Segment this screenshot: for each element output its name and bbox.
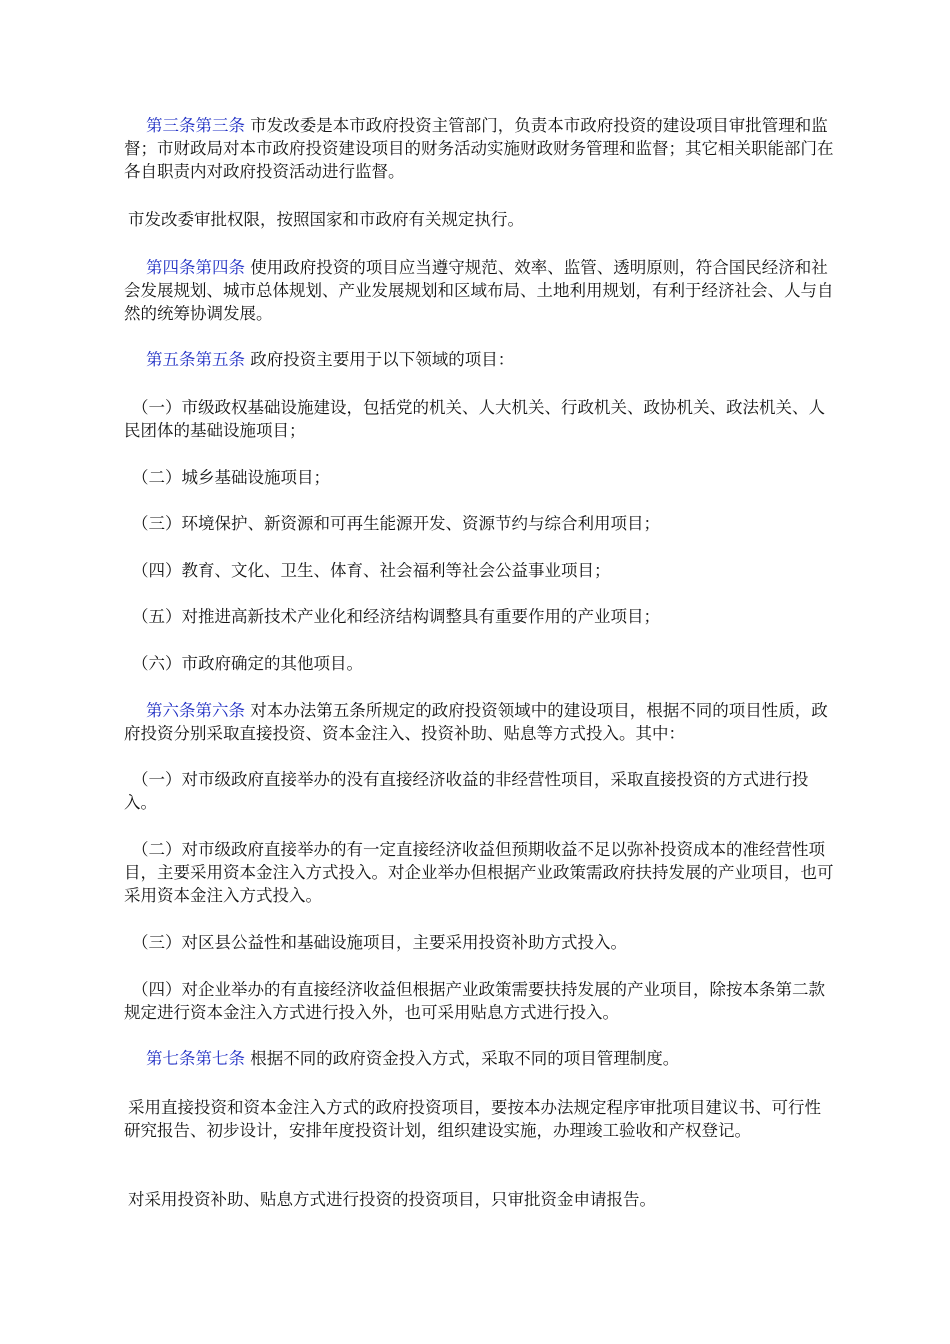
paragraph-text: （二）城乡基础设施项目；	[132, 468, 330, 487]
paragraph-text: （四）对企业举办的有直接经济收益但根据产业政策需要扶持发展的产业项目，除按本条第二款规定进行资本金注入方式进行投入外，也可采用贴息方式进行投入。	[124, 980, 825, 1022]
article-4-paragraph	[124, 256, 836, 325]
paragraph-text: 对本办法第五条所规定的政府投资领域中的建设项目，根据不同的项目性质，政府投资分别采取直接投资、资本金注入、投资补助、贴息等方式投入。其中：	[124, 701, 828, 743]
list-item	[124, 559, 836, 582]
paragraph-text: 使用政府投资的项目应当遵守规范、效率、监管、透明原则，符合国民经济和社会发展规划、城市总体规划、产业发展规划和区域布局、土地利用规划，有利于经济社会、人与自然的统筹协调发展。	[124, 258, 834, 323]
list-item	[124, 978, 836, 1024]
list-item	[124, 396, 836, 442]
list-item	[124, 512, 836, 535]
article-heading: 第四条第四条	[146, 258, 245, 277]
article-heading: 第七条第七条	[146, 1049, 245, 1068]
paragraph-text: （一）对市级政府直接举办的没有直接经济收益的非经营性项目，采取直接投资的方式进行投入。	[124, 770, 809, 812]
paragraph-text: 市发改委是本市政府投资主管部门，负责本市政府投资的建设项目审批管理和监督；市财政局对本市政府投资建设项目的财务活动实施财政财务管理和监督；其它相关职能部门在各自职责内对政府投资活动进行监督。	[124, 116, 834, 181]
paragraph-text: 采用直接投资和资本金注入方式的政府投资项目，要按本办法规定程序审批项目建议书、可行性研究报告、初步设计，安排年度投资计划，组织建设实施，办理竣工验收和产权登记。	[124, 1098, 821, 1140]
article-5-paragraph	[124, 348, 836, 371]
paragraph-text: （三）对区县公益性和基础设施项目，主要采用投资补助方式投入。	[132, 933, 627, 952]
paragraph-text: 对采用投资补助、贴息方式进行投资的投资项目，只审批资金申请报告。	[128, 1190, 656, 1209]
approval-authority-paragraph	[124, 208, 836, 231]
subsidy-paragraph	[124, 1188, 836, 1211]
list-item	[124, 768, 836, 814]
paragraph-text: （三）环境保护、新资源和可再生能源开发、资源节约与综合利用项目；	[132, 514, 660, 533]
paragraph-text: 市发改委审批权限，按照国家和市政府有关规定执行。	[128, 210, 524, 229]
paragraph-text: （六）市政府确定的其他项目。	[132, 654, 363, 673]
paragraph-text: （四）教育、文化、卫生、体育、社会福利等社会公益事业项目；	[132, 561, 611, 580]
paragraph-text: 根据不同的政府资金投入方式，采取不同的项目管理制度。	[245, 1049, 680, 1068]
direct-investment-paragraph	[124, 1096, 836, 1142]
article-6-paragraph	[124, 699, 836, 745]
list-item	[124, 931, 836, 954]
list-item	[124, 466, 836, 489]
article-heading: 第五条第五条	[146, 350, 245, 369]
list-item	[124, 605, 836, 628]
article-3-paragraph	[124, 114, 836, 183]
list-item	[124, 838, 836, 907]
paragraph-text: （一）市级政权基础设施建设，包括党的机关、人大机关、行政机关、政协机关、政法机关、人民团体的基础设施项目；	[124, 398, 825, 440]
article-7-paragraph	[124, 1047, 836, 1070]
article-heading: 第六条第六条	[146, 701, 245, 720]
paragraph-text: （五）对推进高新技术产业化和经济结构调整具有重要作用的产业项目；	[132, 607, 660, 626]
list-item	[124, 652, 836, 675]
paragraph-text: （二）对市级政府直接举办的有一定直接经济收益但预期收益不足以弥补投资成本的准经营性项目，主要采用资本金注入方式投入。对企业举办但根据产业政策需政府扶持发展的产业项目，也可采用资本金注入方式投入。	[124, 840, 834, 905]
article-heading: 第三条第三条	[146, 116, 245, 135]
paragraph-text: 政府投资主要用于以下领域的项目：	[245, 350, 515, 369]
